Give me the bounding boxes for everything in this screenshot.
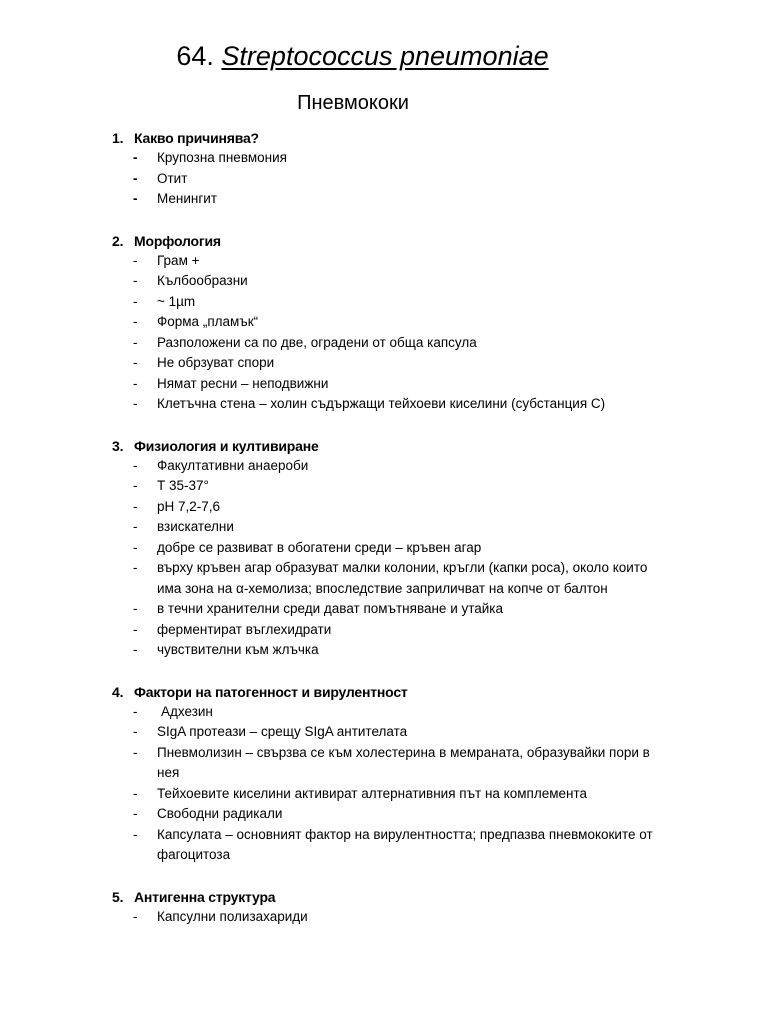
- bullet-dash: -: [133, 724, 138, 739]
- list-item: [0, 312, 768, 333]
- list-item: [0, 702, 768, 723]
- list-item-text: чувствителни към жлъчка: [157, 642, 319, 657]
- section-causes: [0, 128, 768, 210]
- list-item: [0, 189, 768, 210]
- document-content: [0, 128, 768, 948]
- list-item: [0, 538, 768, 559]
- bullet-dash: -: [133, 539, 138, 555]
- list-item-text: Крупозна пневмония: [157, 150, 287, 165]
- bullet-dash: -: [133, 908, 138, 924]
- section-heading: [0, 436, 768, 456]
- list-item-text: Нямат ресни – неподвижни: [157, 375, 329, 391]
- list-item: [0, 620, 768, 641]
- section-virulence-factors: [0, 682, 768, 866]
- list-item-text: Пневмолизин – свързва се към холестерина в мемраната, образувайки пори в нея: [157, 744, 650, 780]
- list-item-text: добре се развиват в обогатени среди – кръвен агар: [157, 539, 482, 555]
- bullet-dash: -: [133, 601, 138, 616]
- list-item-text: Менингит: [157, 191, 218, 206]
- list-item: [0, 558, 768, 599]
- list-item-text: Разположени са по две, оградени от обща капсула: [157, 334, 477, 350]
- bullet-list: [0, 907, 768, 928]
- list-item-text: Отит: [157, 170, 188, 186]
- list-item: [0, 517, 768, 538]
- bullet-dash: -: [133, 642, 138, 657]
- list-item: [0, 476, 768, 497]
- list-item-text: SIgA протеази – срещу SIgA антителата: [157, 724, 408, 739]
- list-item: [0, 148, 768, 169]
- bullet-dash: -: [133, 703, 138, 719]
- section-heading: [0, 231, 768, 251]
- bullet-list: [0, 148, 768, 210]
- section-morphology: [0, 231, 768, 415]
- section-number: 4.: [112, 683, 124, 700]
- list-item-text: ферментират въглехидрати: [157, 621, 332, 637]
- list-item: [0, 825, 768, 866]
- bullet-dash: -: [133, 826, 138, 842]
- list-item: [0, 784, 768, 805]
- list-item: [0, 599, 768, 620]
- bullet-dash: -: [133, 293, 138, 309]
- list-item-text: Не обрзуват спори: [157, 355, 275, 370]
- list-item-text: Капсулни полизахариди: [157, 908, 308, 924]
- list-item-text: Факултативни анаероби: [157, 457, 309, 473]
- bullet-dash: -: [133, 744, 138, 760]
- list-item: [0, 907, 768, 928]
- bullet-list: [0, 456, 768, 661]
- list-item: [0, 271, 768, 292]
- list-item: [0, 353, 768, 374]
- list-item-text: в течни хранителни среди дават помътняване и утайка: [157, 601, 504, 616]
- section-physiology: [0, 436, 768, 661]
- section-title: Морфология: [134, 232, 221, 249]
- section-number: 5.: [112, 888, 124, 905]
- list-item-text: Свободни радикали: [157, 806, 283, 821]
- list-item: [0, 804, 768, 825]
- section-number: 3.: [112, 437, 124, 454]
- list-item-text: взискателни: [157, 519, 234, 534]
- list-item-text: Тейхоевите киселини активират алтернативния път на комплемента: [157, 785, 588, 801]
- bullet-dash: -: [133, 519, 138, 534]
- section-number: 1.: [112, 130, 124, 146]
- list-item-text: Форма „пламък“: [157, 314, 259, 329]
- list-item-text: Кълбообразни: [157, 273, 248, 288]
- list-item-text: върху кръвен агар образуват малки колонии, кръгли (капки роса), около които има зона на α-хемолиза; впоследствие заприличват на копче от балтон: [157, 560, 648, 596]
- bullet-dash: -: [133, 785, 138, 801]
- document-subtitle: Пневмококи: [297, 92, 409, 114]
- bullet-dash: -: [133, 150, 138, 165]
- list-item-text: Клетъчна стена – холин съдържащи тейхоеви киселини (субстанция С): [157, 396, 606, 411]
- bullet-dash: -: [133, 478, 138, 493]
- list-item-text: Грам +: [157, 252, 200, 268]
- list-item: [0, 743, 768, 784]
- list-item: [0, 394, 768, 415]
- bullet-dash: -: [133, 560, 138, 575]
- bullet-list: [0, 702, 768, 866]
- section-title: Антигенна структура: [134, 888, 276, 905]
- bullet-dash: -: [133, 191, 138, 206]
- section-title: Фактори на патогенност и вирулентност: [134, 683, 408, 700]
- list-item: [0, 333, 768, 354]
- title-number: 64.: [176, 41, 222, 71]
- section-antigenic-structure: [0, 887, 768, 928]
- list-item: [0, 251, 768, 272]
- bullet-dash: -: [133, 355, 138, 370]
- bullet-dash: -: [133, 314, 138, 329]
- list-item-text: pH 7,2-7,6: [157, 498, 221, 514]
- list-item: [0, 169, 768, 190]
- section-heading: [0, 682, 768, 702]
- list-item-text: ~ 1µm: [157, 293, 196, 309]
- bullet-dash: -: [133, 252, 138, 268]
- bullet-dash: -: [133, 498, 138, 514]
- list-item: [0, 722, 768, 743]
- list-item: [0, 497, 768, 518]
- section-title: Какво причинява?: [134, 130, 259, 146]
- section-heading: [0, 887, 768, 907]
- section-title: Физиология и култивиране: [134, 437, 319, 454]
- bullet-list: [0, 251, 768, 415]
- list-item-text: Т 35-37°: [157, 478, 209, 493]
- list-item: [0, 374, 768, 395]
- bullet-dash: -: [133, 396, 138, 411]
- section-number: 2.: [112, 232, 124, 249]
- title-species: Streptococcus pneumoniae: [221, 41, 549, 71]
- list-item: [0, 456, 768, 477]
- list-item: [0, 292, 768, 313]
- section-heading: [0, 128, 768, 148]
- bullet-dash: -: [133, 334, 138, 350]
- bullet-dash: -: [133, 621, 138, 637]
- bullet-dash: -: [133, 273, 138, 288]
- bullet-dash: -: [133, 457, 138, 473]
- bullet-dash: -: [133, 375, 138, 391]
- list-item-text: Адхезин: [161, 703, 213, 719]
- list-item-text: Капсулата – основният фактор на вирулентността; предпазва пневмококите от фагоцитоза: [157, 826, 653, 862]
- bullet-dash: -: [133, 806, 138, 821]
- bullet-dash: -: [133, 170, 138, 186]
- list-item: [0, 640, 768, 661]
- document-title: [0, 38, 725, 74]
